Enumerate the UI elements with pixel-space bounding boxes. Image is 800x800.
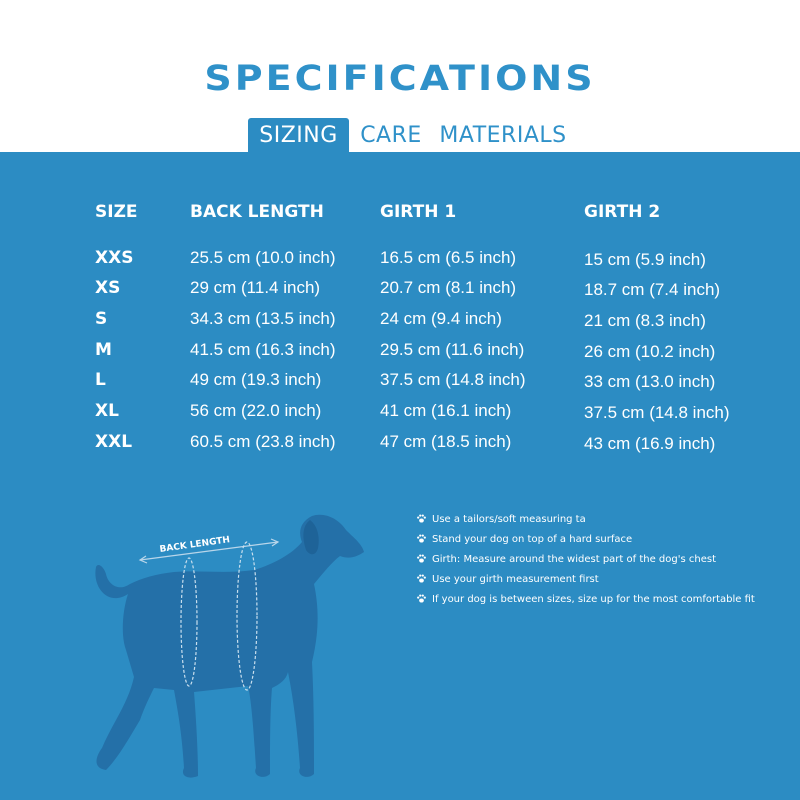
size-label: XXL [95,432,133,452]
measurement-cell: 25.5 cm (10.0 inch) [190,248,336,267]
paw-icon [416,573,427,584]
tip-item [416,594,786,614]
size-label: XXS [95,248,134,268]
header-girth-1: GIRTH 1 [380,202,457,222]
measurement-cell: 16.5 cm (6.5 inch) [380,248,517,267]
paw-icon [416,553,427,564]
measurement-cell: 15 cm (5.9 inch) [584,250,706,269]
tab-bar [0,118,800,152]
measurement-cell: 26 cm (10.2 inch) [584,342,716,361]
back-length-label: BACK LENGTH [159,535,231,555]
measurement-cell: 21 cm (8.3 inch) [584,311,706,330]
measurement-cell: 49 cm (19.3 inch) [190,370,322,389]
measurement-cell: 37.5 cm (14.8 inch) [380,370,526,389]
dog-icon [95,515,364,778]
tip-item [416,534,786,554]
measurement-cell: 18.7 cm (7.4 inch) [584,280,721,299]
paw-icon [416,513,427,524]
measurement-cell: 56 cm (22.0 inch) [190,401,322,420]
header-back-length: BACK LENGTH [190,202,324,222]
tip-text: Use a tailors/soft measuring ta [432,514,586,525]
measurement-cell: 41.5 cm (16.3 inch) [190,340,336,359]
measurement-cell: 43 cm (16.9 inch) [584,434,716,453]
measurement-cell: 20.7 cm (8.1 inch) [380,278,517,297]
paw-icon [416,533,427,544]
tab-care[interactable]: CARE [360,123,422,148]
tip-item [416,554,786,574]
tip-text: Girth: Measure around the widest part of the dog's chest [432,554,716,565]
measurement-cell: 29.5 cm (11.6 inch) [380,340,525,359]
measurement-cell: 41 cm (16.1 inch) [380,401,512,420]
measurement-cell: 60.5 cm (23.8 inch) [190,432,336,451]
tip-text: Stand your dog on top of a hard surface [432,534,633,545]
page-title: SPECIFICATIONS [204,57,596,99]
tip-item [416,574,786,594]
sizing-panel [0,152,800,800]
size-label: L [95,370,106,390]
measurement-cell: 37.5 cm (14.8 inch) [584,403,730,422]
tip-text: If your dog is between sizes, size up for the most comfortable fit [432,594,755,605]
dog-measurement-diagram [88,512,378,792]
tab-materials[interactable]: MATERIALS [439,123,567,148]
tip-text: Use your girth measurement first [432,574,599,585]
measuring-tips [416,514,786,614]
header-girth-2: GIRTH 2 [584,202,661,222]
size-label: M [95,340,112,360]
measurement-cell: 34.3 cm (13.5 inch) [190,309,336,328]
size-label: S [95,309,108,329]
measurement-cell: 47 cm (18.5 inch) [380,432,512,451]
header-size: SIZE [95,202,138,222]
measurement-cell: 29 cm (11.4 inch) [190,278,321,297]
paw-icon [416,593,427,604]
size-label: XL [95,401,119,421]
measurement-cell: 24 cm (9.4 inch) [380,309,502,328]
measurement-cell: 33 cm (13.0 inch) [584,372,716,391]
tip-item [416,514,786,534]
size-label: XS [95,278,121,298]
tab-sizing[interactable]: SIZING [248,118,349,152]
